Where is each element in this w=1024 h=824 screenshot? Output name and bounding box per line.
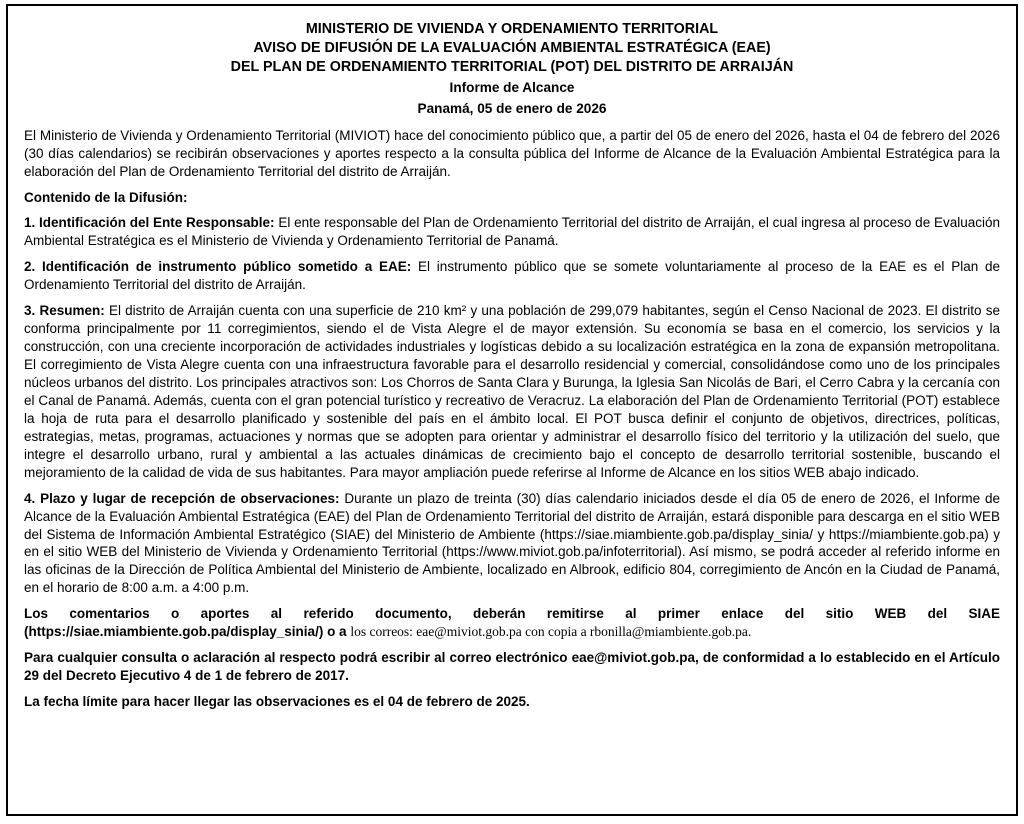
comments-paragraph <box>24 605 1000 641</box>
item-1-label: 1. Identificación del Ente Responsable: <box>24 215 275 231</box>
item-4 <box>24 490 1000 598</box>
item-3-text: El distrito de Arraiján cuenta con una superficie de 210 km² y una población de 299,079 habitantes, según el Censo Nacional de 2023. El distrito se conforma principalmente por 11 corregimientos, siendo el de Vista Alegre el de mayor extensión. Su economía se basa en el comercio, los servicios y la construcción, con una creciente incorporación de actividades industriales y logísticas debido a su localización estratégica en la zona de expansión metropolitana. El corregimiento de Vista Alegre cuenta con una infraestructura favorable para el desarrollo residencial y comercial, consolidándose como uno de los principales núcleos urbanos del distrito. Los principales atractivos son: Los Chorros de Santa Clara y Burunga, la Iglesia San Nicolás de Bari, el Cerro Cabra y la cercanía con el Canal de Panamá. Además, cuenta con el gran potencial turístico y recreativo de Veracruz. La elaboración del Plan de Ordenamiento Territorial (POT) establece la hoja de ruta para el desarrollo planificado y sostenible del país en el ámbito local. El POT busca definir el conjunto de objetivos, directrices, políticas, estrategias, metas, programas, actuaciones y normas que se adopten para orientar y administrar el desarrollo físico del territorio y la utilización del suelo, que integre el desarrollo urbano, rural y ambiental a las actuales dinámicas de crecimiento bajo el concepto de desarrollo territorial sostenible, buscando el mejoramiento de la calidad de vida de sus habitantes. Para mayor ampliación puede referirse al Informe de Alcance en los sitios WEB abajo indicado. <box>24 303 1001 480</box>
item-2-text: El instrumento público que se somete voluntariamente al proceso de la EAE es el Plan de Ordenamiento Territorial del distrito de Arraiján. <box>24 259 1001 293</box>
item-4-text: Durante un plazo de treinta (30) días calendario iniciados desde el día 05 de enero de 2026, el Informe de Alcance de la Evaluación Ambiental Estratégica (EAE) del Plan de Ordenamiento Territorial del distrito de Arraiján, estará disponible para descarga en el sitio WEB del Sistema de Información Ambiental Estratégico (SIAE) del Ministerio de Ambiente (https://siae.miambiente.gob.pa/display_sinia/ y https://miambiente.gob.pa) y en el sitio WEB del Ministerio de Vivienda y Ordenamiento Territorial (https://www.miviot.gob.pa/infoterritorial). Así mismo, se podrá acceder al referido informe en las oficinas de la Dirección de Política Ambiental del Ministerio de Ambiente, localizado en Albrook, edificio 804, corregimiento de Ancón en la Ciudad de Panamá, en el horario de 8:00 a.m. a 4:00 p.m. <box>24 490 1000 596</box>
deadline-paragraph: La fecha límite para hacer llegar las observaciones es el 04 de febrero de 2025. <box>24 694 530 710</box>
header-place-date: Panamá, 05 de enero de 2026 <box>417 100 607 116</box>
item-3 <box>24 302 1000 482</box>
item-2 <box>24 258 1000 294</box>
item-2-label: 2. Identificación de instrumento público sometido a EAE: <box>24 259 412 275</box>
header-plan-line: DEL PLAN DE ORDENAMIENTO TERRITORIAL (POT) DEL DISTRITO DE ARRAIJÁN <box>230 58 794 75</box>
public-notice-document <box>6 4 1018 816</box>
header-ministry-line: MINISTERIO DE VIVIENDA Y ORDENAMIENTO TERRITORIAL <box>305 21 719 37</box>
consultation-paragraph: Para cualquier consulta o aclaración al respecto podrá escribir al correo electrónico eae@miviot.gob.pa, de conformidad a lo establecido en el Artículo 29 del Decreto Ejecutivo 4 de 1 de febrero de 2017. <box>24 650 1000 684</box>
comments-bold-text: Los comentarios o aportes al referido documento, deberán remitirse al primer enlace del sitio WEB del SIAE (https://siae.miambiente.gob.pa/display_sinia/) o a <box>24 606 1000 640</box>
intro-paragraph: El Ministerio de Vivienda y Ordenamiento Territorial (MIVIOT) hace del conocimiento público que, a partir del 05 de enero del 2026, hasta el 04 de febrero del 2026 (30 días calendarios) se recibirán observaciones y aportes respecto a la consulta pública del Informe de Alcance de la Evaluación Ambiental Estratégica para la elaboración del Plan de Ordenamiento Territorial del distrito de Arraiján. <box>24 128 1000 180</box>
item-3-label: 3. Resumen: <box>24 303 105 319</box>
item-1 <box>24 214 1000 250</box>
header-report-type: Informe de Alcance <box>449 79 575 95</box>
comments-email-text: los correos: eae@miviot.gob.pa con copia a rbonilla@miambiente.gob.pa. <box>350 624 752 640</box>
contents-heading: Contenido de la Difusión: <box>24 190 188 206</box>
item-1-text: El ente responsable del Plan de Ordenamiento Territorial del distrito de Arraiján, el cual ingresa al proceso de Evaluación Ambiental Estratégica es el Ministerio de Vivienda y Ordenamiento Territorial de Panamá. <box>24 215 1000 249</box>
item-4-label: 4. Plazo y lugar de recepción de observaciones: <box>24 490 340 506</box>
document-header <box>24 20 1000 117</box>
header-notice-line: AVISO DE DIFUSIÓN DE LA EVALUACIÓN AMBIENTAL ESTRATÉGICA (EAE) <box>253 39 771 56</box>
